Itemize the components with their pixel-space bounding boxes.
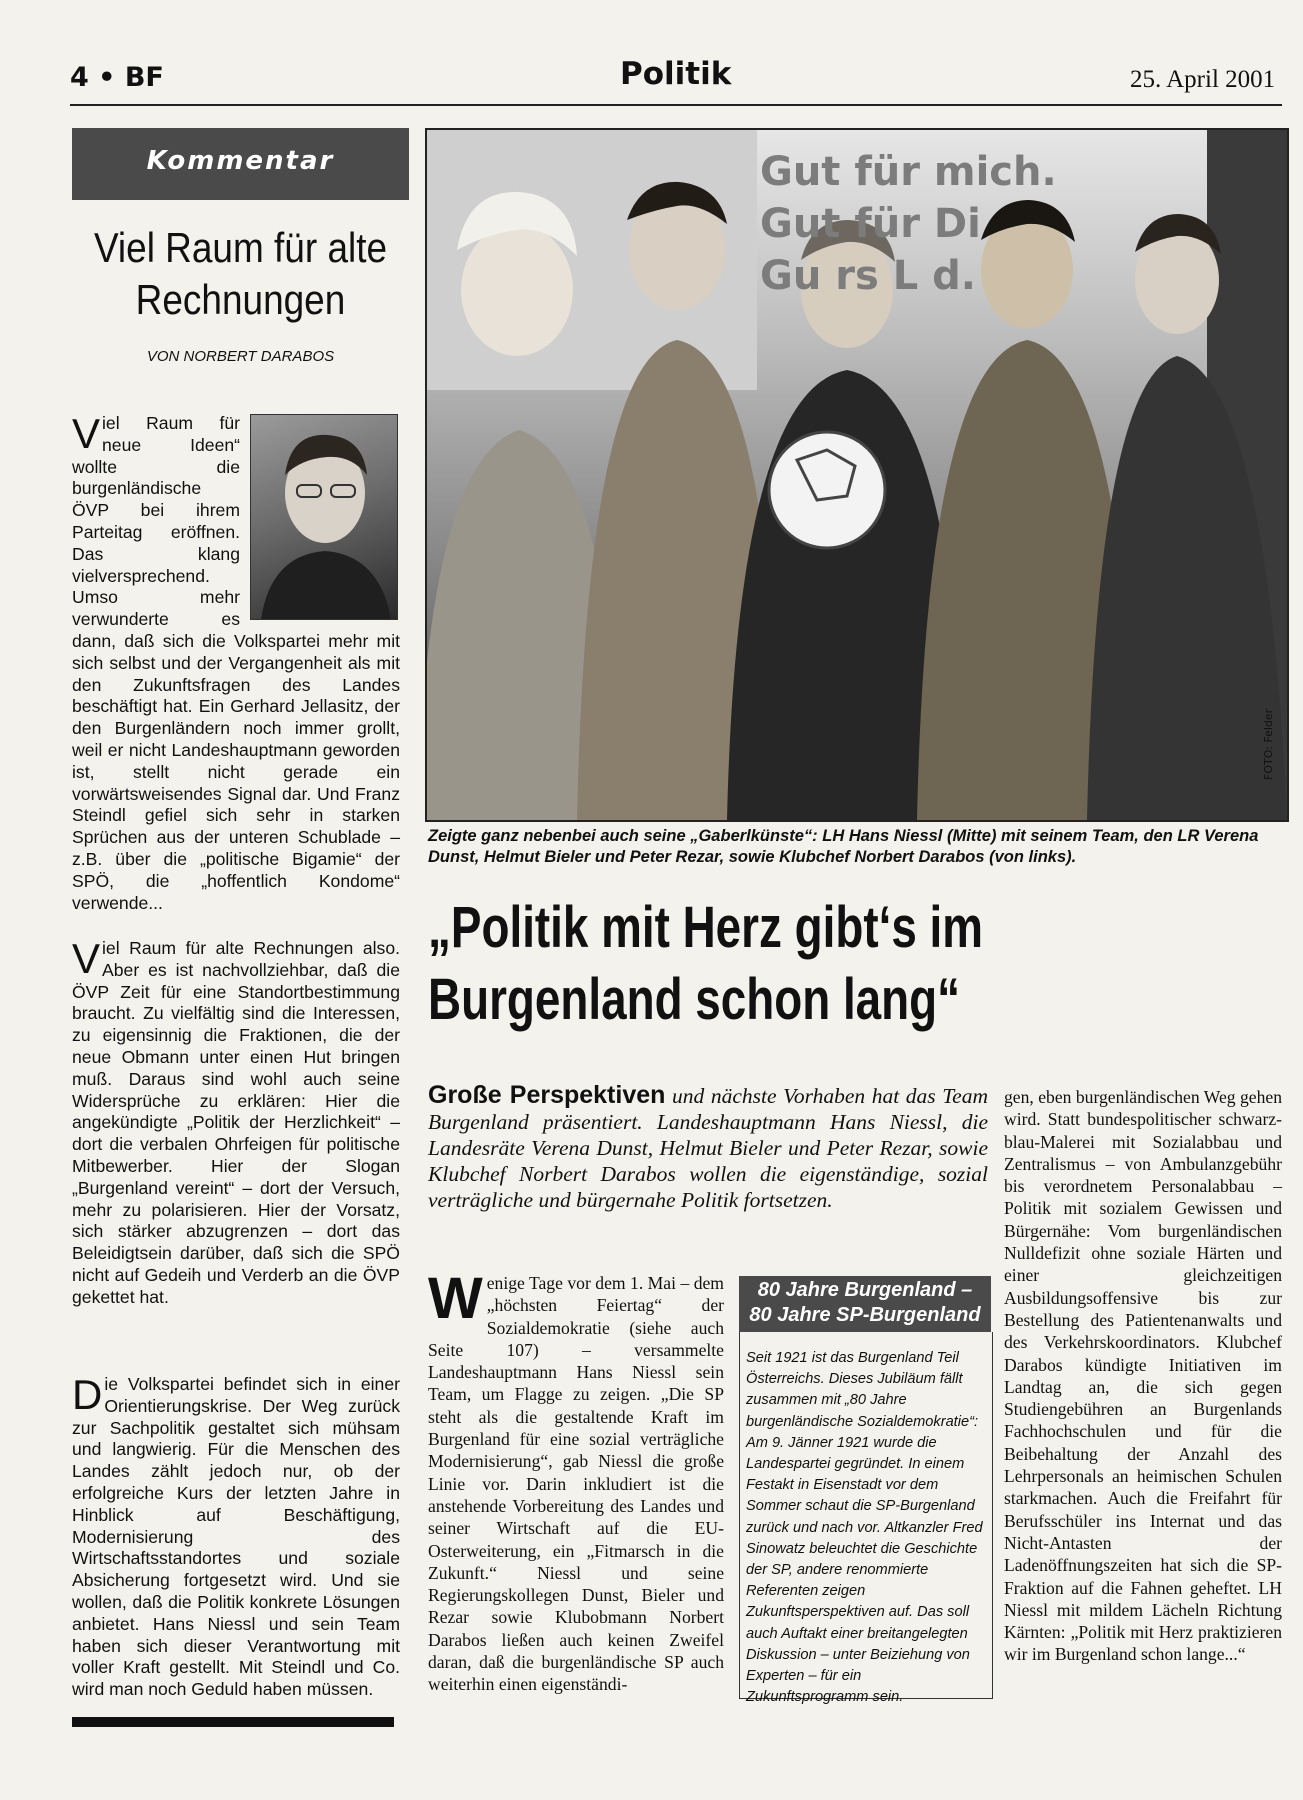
article-lead	[428, 1082, 988, 1213]
issue-date: 25. April 2001	[1130, 66, 1276, 93]
article-column-3: gen, eben burgenländischen Weg gehen wird. Statt bundespolitischer schwarz-blau-Malerei mit Sozialabbau und Zentralismus – von Ambulanzgebühr bis verordnetem Personalabbau – Politik mit sozialem Gewissen und Bürgernähe: Vom burgenländischen Nulldefizit ohne soziale Härten und einer gleichzeitigen Ausbildungsoffensive bis zur Bestellung des Patientenanwalts und des Verkehrskoordinators. Klubchef Darabos kündigte Initiativen im Landtag an, die sich gegen Studiengebühren an Burgenlands Fachhochschulen und für die Beibehaltung der Anzahl des Lehrpersonals an heimischen Schulen starkmachen. Auch die Freifahrt für Berufsschüler ins Internat und das Nicht-Antasten der Ladenöffnungszeiten hat sich die SP-Fraktion auf die Fahnen geheftet. LH Niessl mit mildem Lächeln Richtung Kärnten: „Politik mit Herz praktizieren wir im Burgenland schon lange...“	[1004, 1087, 1282, 1665]
kommentar-paragraph-1	[72, 410, 400, 914]
headline-line2: Burgenland schon lang“	[428, 967, 961, 1032]
drop-cap: W	[428, 1266, 483, 1331]
kommentar-title	[92, 222, 389, 326]
kommentar-title-line2: Rechnungen	[135, 276, 346, 323]
section-title: Politik	[620, 56, 732, 92]
drop-cap: V	[72, 410, 101, 457]
paragraph-text: ie Volkspartei befindet sich in einer Orientierungskrise. Der Weg zurück zur Sachpolitik gestaltet sich mühsam und langwierig. Für die Menschen des Landes zählt jedoch nur, ob der erfolgreiche Kurs der letzten Jahre in Hinblick auf Beschäftigung, Modernisierung des Wirtschaftsstandortes und soziale Absicherung fortgesetzt wird. Und sie wollen, daß die Politik konkrete Lösungen anbietet. Hans Niessl und sein Team haben sich dieser Verantwortung mit voller Kraft gestellt. Mit Steindl und Co. wird man noch Geduld haben müssen.	[72, 1374, 400, 1700]
slogan-line3: Gu rs L d.	[760, 253, 976, 299]
paragraph-text: iel Raum für neue Ideen“ wollte die burgenländische ÖVP bei ihrem Parteitag eröffnen. Das klang vielversprechend. Umso mehr verwunderte es dann, daß sich die Volkspartei mehr mit sich selbst und der Vergangenheit als mit den Zukunftsfragen des Landes beschäftigt hat. Ein Gerhard Jellasitz, der den Burgenländern noch immer grollt, weil er nicht Landeshauptmann geworden ist, stellt nicht gerade ein vorwärtsweisendes Signal dar. Und Franz Steindl gefiel sich sehr in starken Sprüchen aus der unteren Schublade – z.B. über die „politische Bigamie“ der SPÖ, die „hoffentlich Kondome“ verwende...	[72, 413, 400, 913]
kommentar-label: Kommentar	[146, 146, 335, 176]
lead-keyword: Große Perspektiven	[428, 1081, 666, 1109]
column-end-bar	[72, 1717, 394, 1727]
paragraph-text: iel Raum für alte Rechnungen also. Aber es ist nachvollziehbar, daß die ÖVP Zeit für eine Standortbestimmung braucht. Zu vielfältig sind die Interessen, zu eigensinnig die Fraktionen, die der neue Obmann unter einen Hut bringen muß. Daraus sind wohl auch seine Widersprüche zu erklären: Hier die angekündigte „Politik der Herzlichkeit“ – dort die verbalen Ohrfeigen für politische Mitbewerber. Hier der Slogan „Burgenland vereint“ – dort der Versuch, mehr zu polarisieren. Hier der Vorsatz, sich stärker abzugrenzen – dort das Beleidigtsein darüber, daß sich die SPÖ nicht auf Gedeih und Verderb an die ÖVP gekettet hat.	[72, 938, 400, 1307]
headline-line1: „Politik mit Herz gibt‘s im	[428, 895, 984, 960]
drop-cap: D	[72, 1371, 103, 1418]
header-rule	[70, 104, 1282, 106]
column-text: enige Tage vor dem 1. Mai – dem „höchsten Feiertag“ der Sozialdemokratie (siehe auch Seite 107) – versammelte Landeshauptmann Hans Niessl sein Team, um Flagge zu zeigen. „Die SP steht als die gestaltende Kraft im Burgenland für eine sozial verträgliche Modernisierung“, gab Niessl die große Linie vor. Darin inkludiert ist die anstehende Vorbereitung des Landes und seiner Wirtschaft auf die EU-Osterweiterung, ein „Fitmarsch in die Zukunft.“ Niessl und seine Regierungskollegen Dunst, Bieler und Rezar sowie Klubobmann Norbert Darabos ließen auch keinen Zweifel daran, daß die burgenländische SP auch weiterhin einen eigenständi-	[428, 1273, 724, 1695]
slogan-line1: Gut für mich.	[760, 149, 1057, 195]
page-ref: 4 • BF	[70, 62, 164, 93]
drop-cap: V	[72, 935, 101, 982]
article-headline	[428, 892, 1107, 1036]
photo-caption: Zeigte ganz nebenbei auch seine „Gaberlkünste“: LH Hans Niessl (Mitte) mit seinem Team, den LR Verena Dunst, Helmut Bieler und Peter Rezar, sowie Klubchef Norbert Darabos (von links).	[428, 827, 1259, 866]
kommentar-title-line1: Viel Raum für alte	[93, 224, 388, 271]
kommentar-byline: VON NORBERT DARABOS	[146, 348, 335, 365]
kommentar-paragraph-3	[72, 1371, 400, 1701]
lead-text: und nächste Vorhaben hat das Team Burgenland präsentiert. Landeshauptmann Hans Niessl, die Landesräte Verena Dunst, Helmut Bieler und Peter Rezar, sowie Klubchef Norbert Darabos wollen die eigenständige, sozial verträgliche und bürgernahe Politik fortsetzen.	[428, 1084, 988, 1212]
photo-credit: FOTO: Felder	[1262, 708, 1275, 780]
infobox-text: Seit 1921 ist das Burgenland Teil Österreichs. Dieses Jubiläum fällt zusammen mit „80 Jahre burgenländische Sozialdemokratie“: Am 9. Jänner 1921 wurde die Landespartei gegründet. In einem Festakt in Eisenstadt vor dem Sommer schaut die SP-Burgenland zurück und nach vor. Altkanzler Fred Sinowatz beleuchtet die Geschichte der SP, andere renommierte Referenten zeigen Zukunftsperspektiven auf. Das soll auch Auftakt einer breitangelegten Diskussion – unter Beiziehung von Experten – für ein Zukunftsprogramm sein.	[746, 1350, 983, 1706]
infobox-title-line1: 80 Jahre Burgenland –	[757, 1279, 973, 1301]
photo-slogan	[760, 146, 1057, 302]
article-column-1	[428, 1266, 724, 1696]
slogan-line2: Gut für Di	[760, 201, 981, 247]
infobox-title-line2: 80 Jahre SP-Burgenland	[749, 1304, 981, 1326]
kommentar-paragraph-2	[72, 935, 400, 1309]
portrait-spacer	[240, 413, 400, 621]
infobox-title	[739, 1278, 991, 1328]
